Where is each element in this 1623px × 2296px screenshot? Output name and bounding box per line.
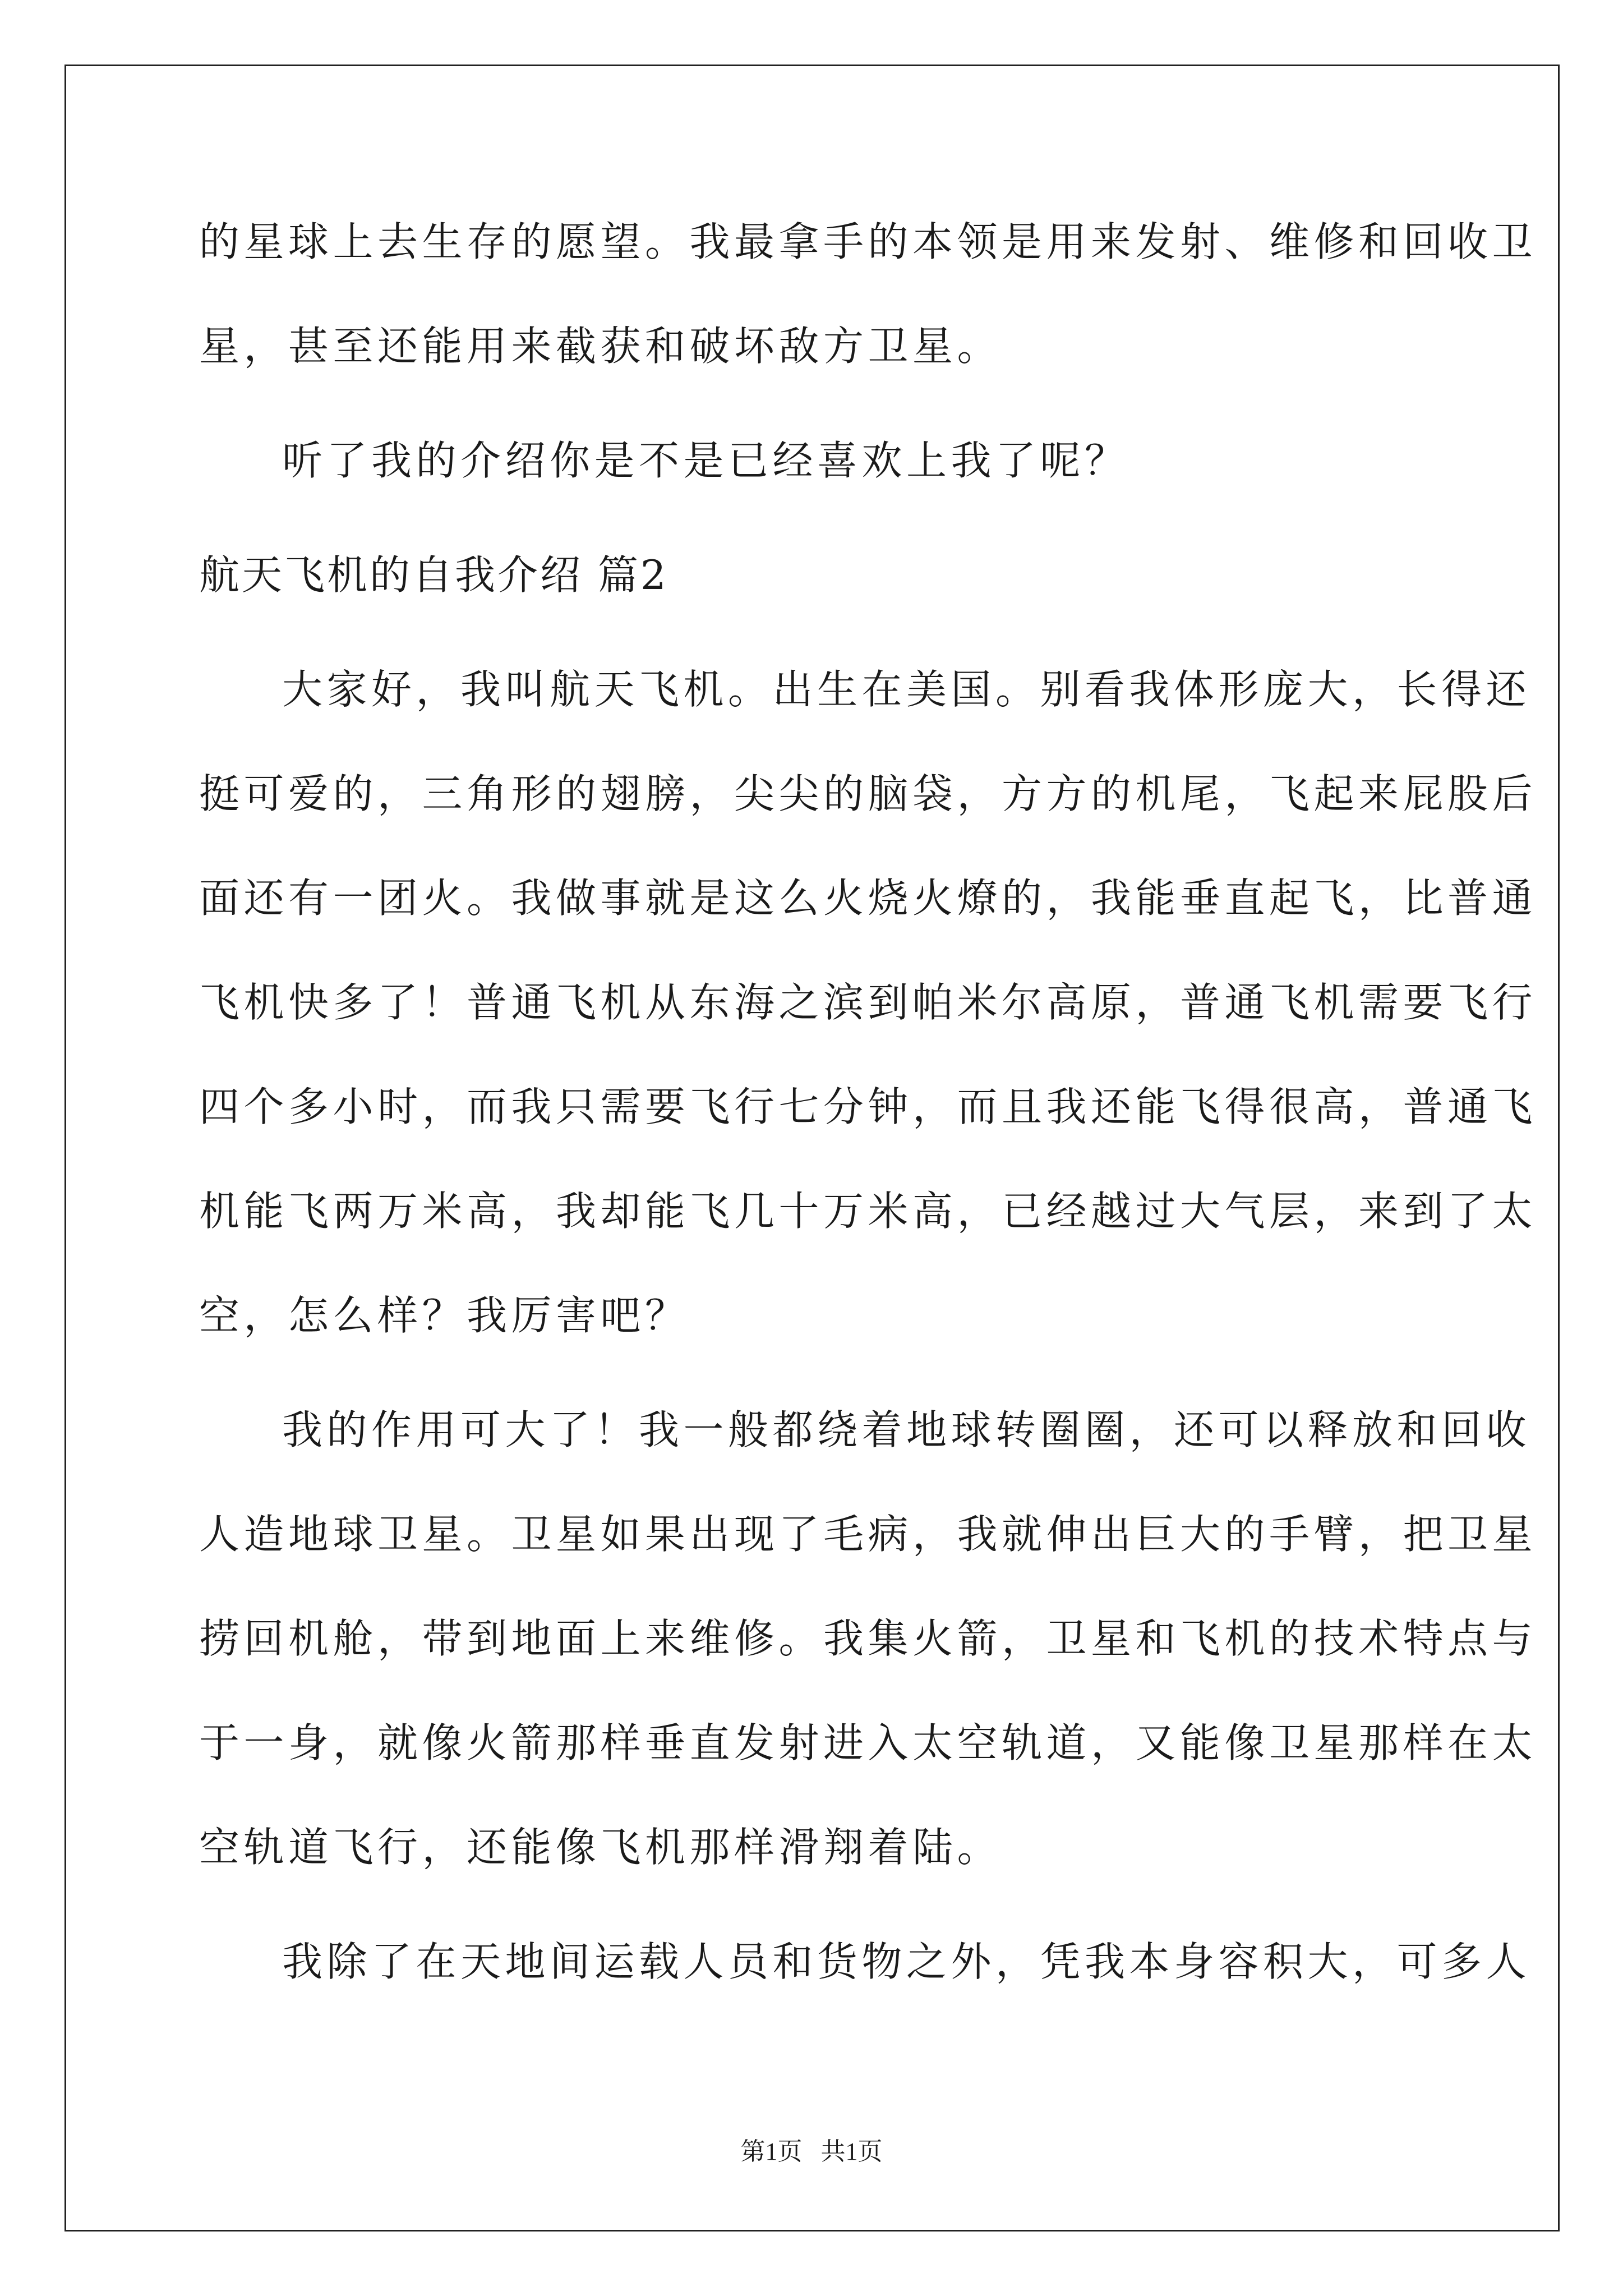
page-number-footer: 第1页 共1页: [740, 2138, 883, 2165]
document-body: [199, 216, 1537, 2040]
text-line: 面还有一团火。我做事就是这么火烧火燎的，我能垂直起飞，比普通: [199, 875, 1537, 922]
paragraph-line: 大家好，我叫航天飞机。出生在美国。别看我体形庞大，长得还: [282, 666, 1531, 713]
text-line: 于一身，就像火箭那样垂直发射进入太空轨道，又能像卫星那样在太: [199, 1719, 1537, 1766]
section-heading: 航天飞机的自我介绍 篇2: [199, 551, 668, 599]
text-line: 飞机快多了！普通飞机从东海之滨到帕米尔高原，普通飞机需要飞行: [199, 979, 1537, 1026]
text-line: 挺可爱的，三角形的翅膀，尖尖的脑袋，方方的机尾，飞起来屁股后: [199, 770, 1537, 817]
paragraph-line: 我的作用可大了！我一般都绕着地球转圈圈，还可以释放和回收: [282, 1406, 1531, 1453]
paragraph-line: 我除了在天地间运载人员和货物之外，凭我本身容积大，可多人: [282, 1938, 1531, 1985]
text-line: 的星球上去生存的愿望。我最拿手的本领是用来发射、维修和回收卫: [199, 218, 1537, 265]
paragraph-line: 听了我的介绍你是不是已经喜欢上我了呢？: [282, 437, 1129, 484]
text-line: 星，甚至还能用来截获和破坏敌方卫星。: [199, 323, 1002, 370]
text-line: 四个多小时，而我只需要飞行七分钟，而且我还能飞得很高，普通飞: [199, 1083, 1537, 1130]
text-line: 捞回机舱，带到地面上来维修。我集火箭，卫星和飞机的技术特点与: [199, 1615, 1537, 1662]
text-line: 空，怎么样？我厉害吧？: [199, 1292, 690, 1339]
text-line: 机能飞两万米高，我却能飞几十万米高，已经越过大气层，来到了太: [199, 1188, 1537, 1235]
text-line: 人造地球卫星。卫星如果出现了毛病，我就伸出巨大的手臂，把卫星: [199, 1511, 1537, 1558]
text-line: 空轨道飞行，还能像飞机那样滑翔着陆。: [199, 1824, 1002, 1871]
